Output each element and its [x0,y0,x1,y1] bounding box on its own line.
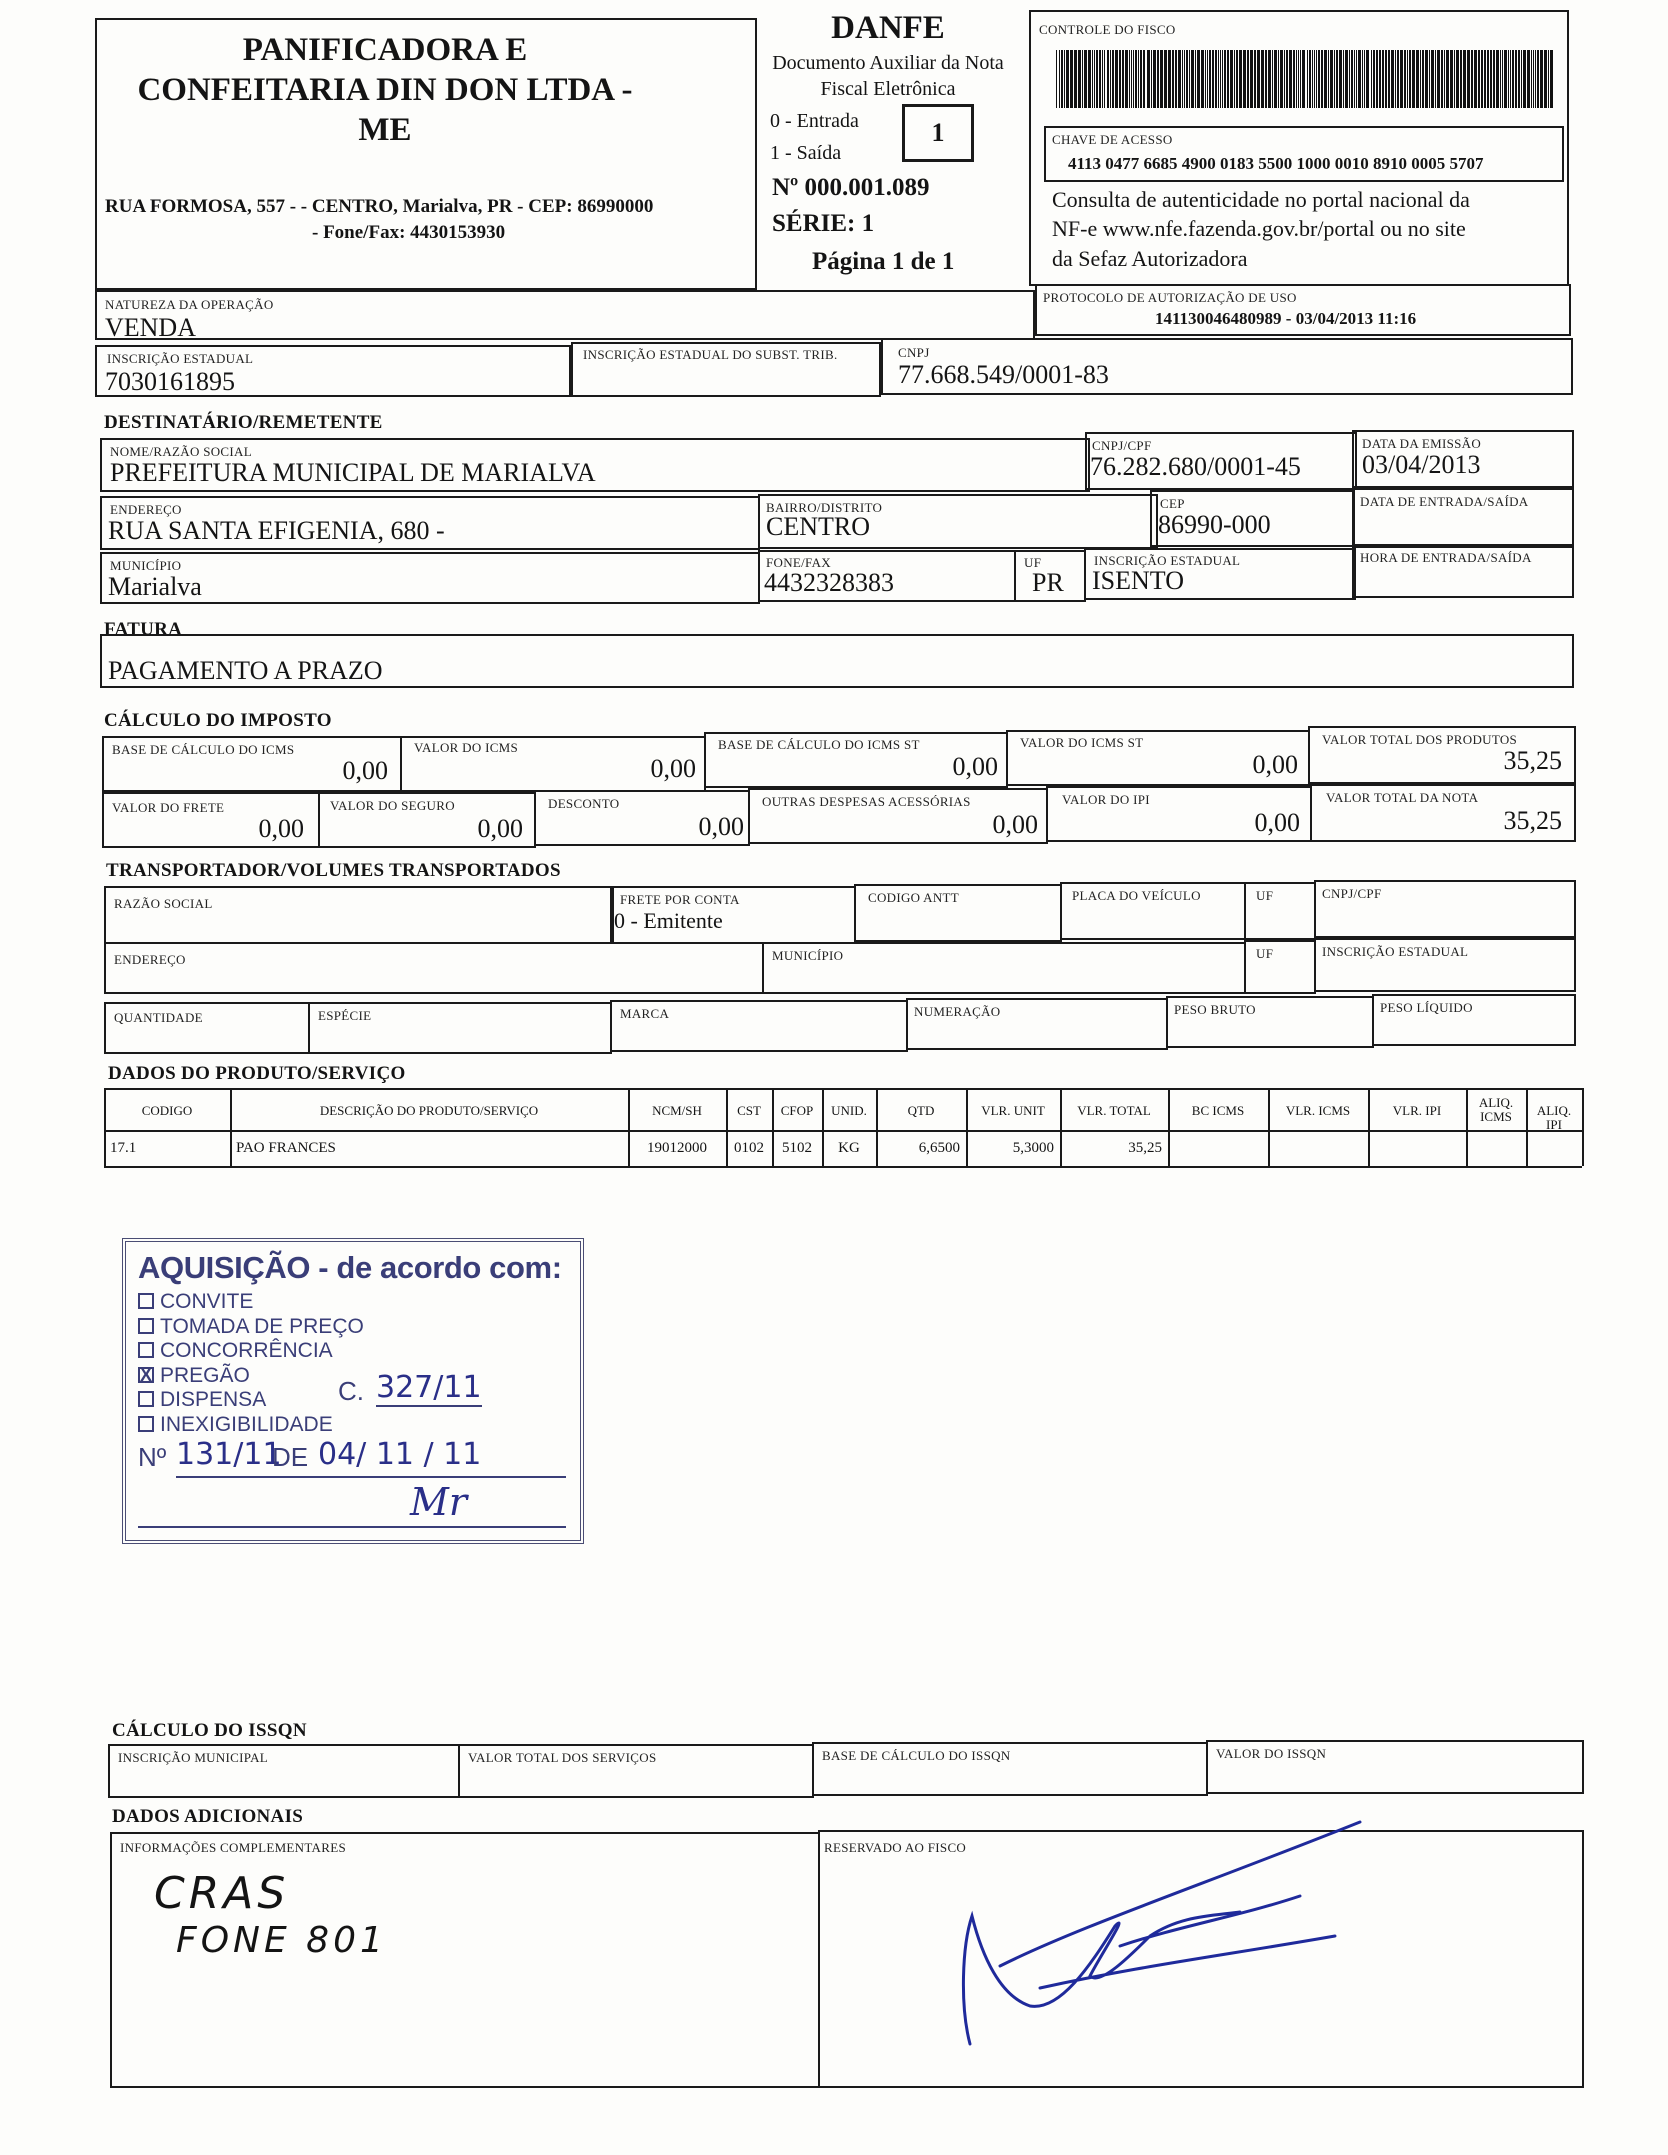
ie-st-label: INSCRIÇÃO ESTADUAL DO SUBST. TRIB. [583,347,838,362]
protocolo-label: PROTOCOLO DE AUTORIZAÇÃO DE USO [1043,290,1297,305]
barcode [1056,50,1556,108]
produtos-section-title: DADOS DO PRODUTO/SERVIÇO [108,1063,406,1084]
valor-icms-label: VALOR DO ICMS [414,740,519,755]
cnpj-value: 77.668.549/0001-83 [898,360,1109,389]
column-header: ALIQ. IPI [1536,1103,1572,1132]
danfe-subtitle-2: Fiscal Eletrônica [820,78,956,100]
stamp-checkbox [138,1293,154,1309]
stamp-de-label: DE [272,1442,309,1472]
base-icms-label: BASE DE CÁLCULO DO ICMS [112,742,295,757]
emitter-name-line-2: CONFEITARIA DIN DON LTDA - [137,72,633,108]
base-st-label: BASE DE CÁLCULO DO ICMS ST [718,737,920,752]
column-header: VLR. IPI [1392,1103,1442,1118]
column-header: NCM/SH [652,1103,702,1118]
fisco-controle-label: CONTROLE DO FISCO [1039,22,1176,37]
stamp-de-value: 04/ 11 / 11 [318,1437,482,1472]
transporte-section-title: TRANSPORTADOR/VOLUMES TRANSPORTADOS [106,860,561,881]
stamp-no-value: 131/11 [176,1437,282,1472]
stamp-underline [176,1476,566,1478]
stamp-option-label: DISPENSA [160,1388,267,1411]
stamp-option-label: INEXIGIBILIDADE [160,1412,333,1436]
desconto-value: 0,00 [698,812,744,841]
chave-label: CHAVE DE ACESSO [1052,132,1173,147]
stamp-checkbox [138,1391,154,1407]
transp-cnpj-label: CNPJ/CPF [1322,886,1382,901]
dest-ie-value: ISENTO [1092,566,1184,595]
dest-cep-label: CEP [1160,496,1185,511]
issqn-valor-label: VALOR DO ISSQN [1216,1746,1327,1761]
transp-uf2-box [1244,940,1316,994]
dest-uf-label: UF [1024,555,1042,570]
table-cell: PAO FRANCES [236,1140,336,1156]
column-divider [1466,1132,1468,1166]
column-header: VLR. ICMS [1285,1103,1351,1118]
consulta-line-2: NF-e www.nfe.fazenda.gov.br/portal ou no site [1052,216,1466,241]
issqn-im-label: INSCRIÇÃO MUNICIPAL [118,1750,269,1765]
issqn-base-label: BASE DE CÁLCULO DO ISSQN [822,1748,1011,1763]
dest-cnpj-value: 76.282.680/0001-45 [1090,452,1301,481]
transp-municipio-label: MUNICÍPIO [772,948,844,963]
aquisicao-stamp [122,1238,584,1544]
transp-marca-label: MARCA [620,1006,670,1021]
transp-uf-label: UF [1256,888,1274,903]
consulta-line-3: da Sefaz Autorizadora [1052,246,1248,271]
info-label: INFORMAÇÕES COMPLEMENTARES [120,1840,346,1855]
ipi-value: 0,00 [1254,808,1300,837]
dest-cnpj-label: CNPJ/CPF [1092,438,1152,453]
signature [940,1816,1360,2056]
danfe-saida: 1 - Saída [770,142,842,164]
handwritten-line-1: CRAS [154,1868,290,1919]
emitter-address: RUA FORMOSA, 557 - - CENTRO, Marialva, PR - CEP: 86990000 [105,196,654,217]
dest-bairro-value: CENTRO [766,512,870,541]
stamp-no-label: Nº [138,1442,167,1472]
column-header: VLR. TOTAL [1077,1103,1151,1118]
column-divider [104,1132,106,1166]
dest-cep-value: 86990-000 [1158,510,1271,539]
table-cell: 35,25 [1128,1140,1162,1156]
transp-frete-label: FRETE POR CONTA [620,892,740,907]
emitter-name-line-3: ME [358,112,412,148]
valor-st-value: 0,00 [1252,750,1298,779]
frete-label: VALOR DO FRETE [112,800,225,815]
column-header: CST [737,1103,761,1118]
table-cell: 5,3000 [1012,1140,1054,1156]
dest-emissao-label: DATA DA EMISSÃO [1362,436,1482,451]
stamp-c-value: 327/11 [376,1370,482,1405]
cnpj-label: CNPJ [898,345,930,360]
dest-nome-label: NOME/RAZÃO SOCIAL [110,444,252,459]
stamp-option-label: CONVITE [160,1290,254,1313]
stamp-checkbox: X [140,1364,153,1385]
table-cell: 19012000 [647,1140,707,1156]
column-divider [1268,1132,1270,1166]
dest-municipio-label: MUNICÍPIO [110,558,182,573]
danfe-numero: Nº 000.001.089 [772,174,930,201]
natureza-value: VENDA [105,313,196,342]
transp-uf-box [1244,882,1316,940]
total-nota-label: VALOR TOTAL DA NOTA [1326,790,1479,805]
table-cell: 6,6500 [918,1140,960,1156]
dest-hora-label: HORA DE ENTRADA/SAÍDA [1360,550,1532,565]
stamp-initials: Mr [410,1480,468,1524]
desconto-label: DESCONTO [548,796,620,811]
fatura-section-title: FATURA [104,619,183,640]
dest-nome-value: PREFEITURA MUNICIPAL DE MARIALVA [110,458,596,487]
stamp-checkbox [138,1416,154,1432]
fatura-value: PAGAMENTO A PRAZO [108,656,383,685]
emitter-name-line-1: PANIFICADORA E [242,32,528,68]
protocolo-value: 141130046480989 - 03/04/2013 11:16 [1155,309,1417,328]
total-nota-value: 35,25 [1503,806,1562,835]
base-icms-value: 0,00 [342,756,388,785]
danfe-title: DANFE [831,10,945,46]
ipi-label: VALOR DO IPI [1062,792,1150,807]
column-header: VLR. UNIT [981,1103,1045,1118]
dest-ie-label: INSCRIÇÃO ESTADUAL [1094,553,1241,568]
issqn-servicos-label: VALOR TOTAL DOS SERVIÇOS [468,1750,657,1765]
emitter-phone: - Fone/Fax: 4430153930 [312,222,506,243]
column-divider [1526,1132,1528,1166]
table-row [104,1166,1582,1168]
column-header: CODIGO [141,1103,193,1118]
destinatario-section-title: DESTINATÁRIO/REMETENTE [104,412,383,433]
dest-endereco-label: ENDEREÇO [110,502,182,517]
danfe-entrada: 0 - Entrada [770,110,859,132]
seguro-label: VALOR DO SEGURO [330,798,455,813]
total-produtos-value: 35,25 [1503,746,1562,775]
transp-endereco-box [104,942,764,994]
adicionais-section-title: DADOS ADICIONAIS [112,1806,304,1827]
stamp-option-label: PREGÃO [160,1363,250,1387]
danfe-serie: SÉRIE: 1 [772,210,875,237]
outras-value: 0,00 [992,810,1038,839]
transp-peso-liquido-label: PESO LÍQUIDO [1380,1000,1473,1015]
transp-razao-label: RAZÃO SOCIAL [114,896,213,911]
dest-municipio-value: Marialva [108,572,202,601]
seguro-value: 0,00 [477,814,523,843]
transp-ie-label: INSCRIÇÃO ESTADUAL [1322,944,1469,959]
base-st-value: 0,00 [952,752,998,781]
stamp-option-label: TOMADA DE PREÇO [160,1314,364,1338]
imposto-section-title: CÁLCULO DO IMPOSTO [104,710,332,731]
transp-endereco-label: ENDEREÇO [114,952,186,967]
dest-endereco-value: RUA SANTA EFIGENIA, 680 - [108,516,445,545]
column-header: DESCRIÇÃO DO PRODUTO/SERVIÇO [319,1103,539,1118]
stamp-checkbox [138,1318,154,1334]
table-cell: 0102 [734,1140,764,1156]
column-divider [1368,1132,1370,1166]
fisco-reserved-label: RESERVADO AO FISCO [824,1840,967,1855]
ie-label: INSCRIÇÃO ESTADUAL [107,351,254,366]
danfe-tipo: 1 [931,118,945,147]
column-divider [1582,1132,1584,1166]
valor-icms-value: 0,00 [650,754,696,783]
transp-quantidade-label: QUANTIDADE [114,1010,203,1025]
dest-emissao-value: 03/04/2013 [1362,450,1481,479]
column-header: ALIQ. ICMS [1478,1095,1514,1124]
column-header: BC ICMS [1191,1103,1245,1118]
column-header: UNID. [831,1103,867,1118]
total-produtos-label: VALOR TOTAL DOS PRODUTOS [1322,732,1518,747]
consulta-line-1: Consulta de autenticidade no portal nacional da [1052,187,1470,212]
column-divider [1168,1132,1170,1166]
column-header: QTD [907,1103,935,1118]
stamp-title: AQUISIÇÃO - de acordo com: [138,1250,562,1285]
column-divider [230,1132,232,1166]
stamp-c-label: C. [338,1376,364,1406]
table-cell: 17.1 [110,1140,137,1156]
table-cell: KG [838,1140,860,1156]
danfe-subtitle-1: Documento Auxiliar da Nota [772,52,1004,74]
transp-frete-value: 0 - Emitente [614,908,723,933]
dest-entrada-saida-label: DATA DE ENTRADA/SAÍDA [1360,494,1529,509]
column-header: CFOP [780,1103,814,1118]
ie-value: 7030161895 [105,367,235,396]
valor-st-label: VALOR DO ICMS ST [1020,735,1144,750]
transp-peso-bruto-label: PESO BRUTO [1174,1002,1256,1017]
issqn-section-title: CÁLCULO DO ISSQN [112,1720,307,1741]
dest-fone-value: 4432328383 [764,568,894,597]
transp-antt-label: CODIGO ANTT [868,890,960,905]
handwritten-line-2: FONE 801 [176,1920,387,1961]
dest-bairro-label: BAIRRO/DISTRITO [766,500,883,515]
stamp-option-label: CONCORRÊNCIA [160,1339,333,1362]
outras-label: OUTRAS DESPESAS ACESSÓRIAS [762,794,971,809]
dest-uf-value: PR [1032,568,1064,597]
chave-value: 4113 0477 6685 4900 0183 5500 1000 0010 8910 0005 5707 [1068,154,1484,173]
transp-especie-label: ESPÉCIE [318,1008,372,1023]
dest-fone-label: FONE/FAX [766,555,832,570]
natureza-label: NATUREZA DA OPERAÇÃO [105,297,274,312]
stamp-checkbox [138,1342,154,1358]
transp-razao-box [104,886,614,944]
table-cell: 5102 [782,1140,812,1156]
transp-uf2-label: UF [1256,946,1274,961]
danfe-pagina: Página 1 de 1 [812,248,955,275]
transp-placa-label: PLACA DO VEÍCULO [1072,888,1201,903]
transp-numeracao-label: NUMERAÇÃO [914,1004,1001,1019]
frete-value: 0,00 [258,814,304,843]
stamp-bottom-line [138,1526,566,1528]
